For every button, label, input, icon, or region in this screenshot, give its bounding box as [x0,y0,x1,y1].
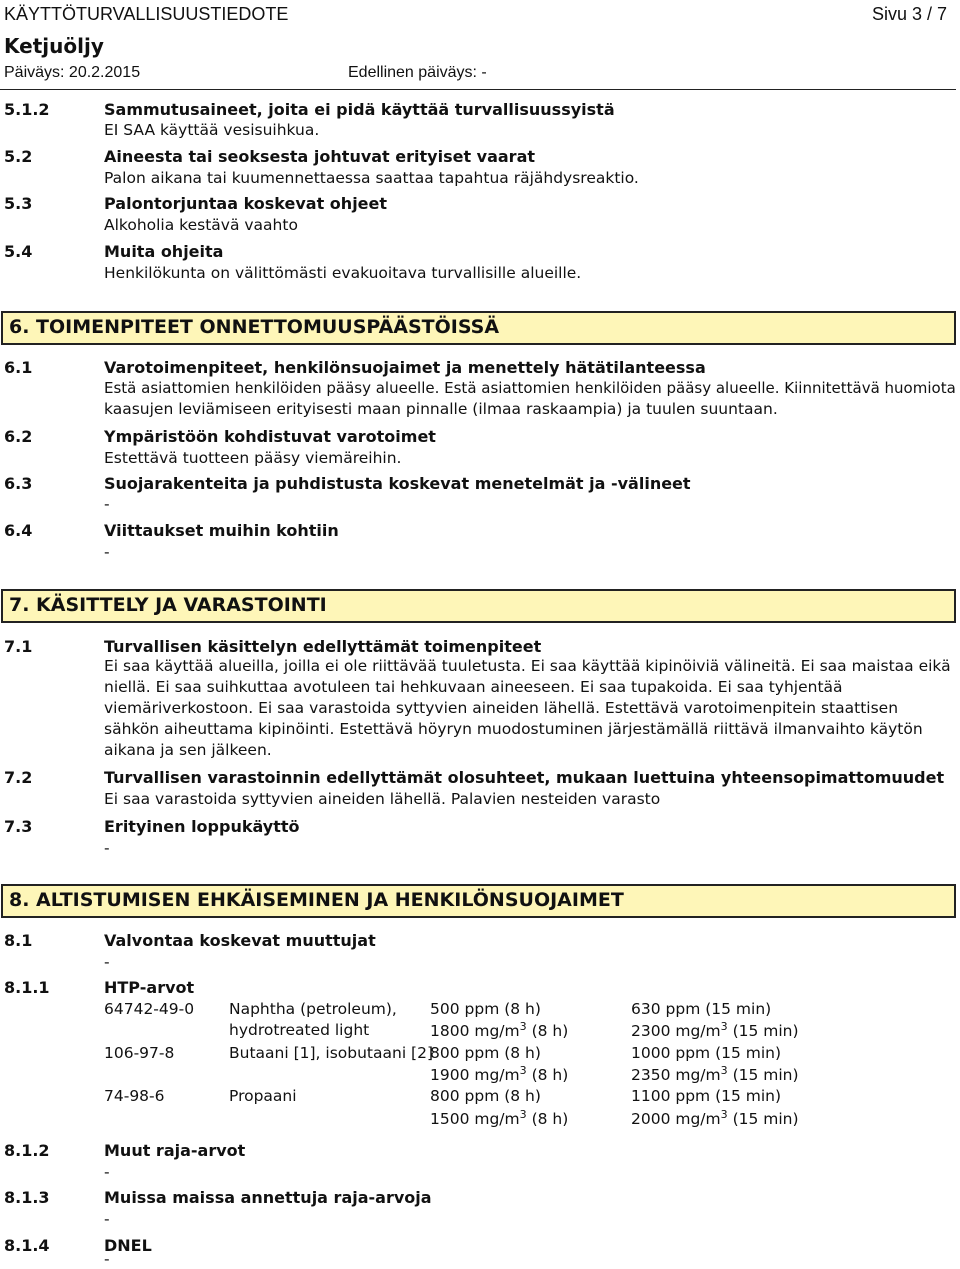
htp-8h-mg: 1900 $mg/m^3$ (8 h) [430,1064,569,1084]
issue-date: Päiväys: 20.2.2015 [4,64,141,81]
htp-substance: hydrotreated light [229,1021,370,1039]
htp-substance: Butaani [1], isobutaani [2] [229,1044,434,1062]
subsection-title: Erityinen loppukäyttö [104,817,300,836]
section-number: 5.4 [4,242,33,261]
htp-8h-ppm: 800 ppm (8 h) [430,1087,541,1105]
subsection-text: - [104,839,110,857]
subsection-title: Turvallisen varastoinnin edellyttämät olosuhteet, mukaan luettuina yhteensopimattomuudet [104,768,945,787]
document-title: KÄYTTÖTURVALLISUUSTIEDOTE [4,4,289,24]
htp-8h-ppm: 800 ppm (8 h) [430,1044,541,1062]
section-number: 8.1.3 [4,1188,50,1207]
subsection-text: - [104,495,110,513]
subsection-text: Estä asiattomien henkilöiden pääsy alueelle. Estä asiattomien henkilöiden pääsy alueelle. Kiinnitettävä huomiota [104,379,956,397]
subsection-title: Muut raja-arvot [104,1141,246,1160]
htp-8h-mg: 1800 $mg/m^3$ (8 h) [430,1020,569,1040]
subsection-title: Muissa maissa annettuja raja-arvoja [104,1188,432,1207]
htp-15min-ppm: 630 ppm (15 min) [631,1000,772,1018]
subsection-text: - [104,1250,110,1268]
section-number: 7.1 [4,637,33,656]
subsection-title: DNEL [104,1236,152,1255]
subsection-title: Aineesta tai seoksesta johtuvat erityiset vaarat [104,147,536,166]
subsection-title: Ympäristöön kohdistuvat varotoimet [104,427,436,446]
section-header-8: 8. ALTISTUMISEN EHKÄISEMINEN JA HENKILÖNSUOJAIMET [1,884,956,918]
htp-15min-ppm: 1000 ppm (15 min) [631,1044,782,1062]
subsection-title: Viittaukset muihin kohtiin [104,521,339,540]
section-number: 8.1.2 [4,1141,50,1160]
htp-substance: Propaani [229,1087,297,1105]
htp-15min-mg: 2350 $mg/m^3$ (15 min) [631,1064,799,1084]
section-number: 5.3 [4,194,33,213]
section-number: 5.1.2 [4,100,50,119]
section-number: 6.4 [4,521,33,540]
subsection-text: - [104,543,110,561]
section-number: 8.1.4 [4,1236,50,1255]
product-name: Ketjuöljy [4,34,104,58]
previous-date: Edellinen päiväys: - [348,64,487,81]
htp-cas: 74-98-6 [104,1087,165,1105]
subsection-text: Palon aikana tai kuumennettaessa saattaa tapahtua räjähdysreaktio. [104,169,639,187]
section-number: 8.1.1 [4,978,50,997]
subsection-title: Palontorjuntaa koskevat ohjeet [104,194,388,213]
htp-substance: Naphtha (petroleum), [229,1000,397,1018]
subsection-text: Henkilökunta on välittömästi evakuoitava turvallisille alueille. [104,264,582,282]
subsection-text: - [104,1210,110,1228]
htp-8h-mg: 1500 $mg/m^3$ (8 h) [430,1108,569,1128]
subsection-text: Alkoholia kestävä vaahto [104,216,298,234]
subsection-title: Sammutusaineet, joita ei pidä käyttää turvallisuussyistä [104,100,615,119]
subsection-text: Ei saa varastoida syttyvien aineiden lähellä. Palavien nesteiden varasto [104,790,661,808]
section-header-7: 7. KÄSITTELY JA VARASTOINTI [1,589,956,623]
subsection-text: kaasujen leviämiseen erityisesti maan pinnalle (ilmaa raskaampia) ja tuulen suuntaan. [104,400,778,418]
subsection-text: EI SAA käyttää vesisuihkua. [104,121,320,139]
section-number: 5.2 [4,147,33,166]
subsection-text: Estettävä tuotteen pääsy viemäreihin. [104,449,402,467]
subsection-title: HTP-arvot [104,978,195,997]
subsection-text: - [104,1163,110,1181]
section-number: 6.3 [4,474,33,493]
section-number: 7.2 [4,768,33,787]
section-number: 6.2 [4,427,33,446]
header-divider [0,89,956,90]
htp-cas: 106-97-8 [104,1044,175,1062]
section-header-6: 6. TOIMENPITEET ONNETTOMUUSPÄÄSTÖISSÄ [1,311,956,345]
section-number: 7.3 [4,817,33,836]
htp-15min-mg: 2000 $mg/m^3$ (15 min) [631,1108,799,1128]
page-number: Sivu 3 / 7 [872,4,948,24]
subsection-text: Ei saa käyttää alueilla, joilla ei ole riittävää tuuletusta. Ei saa käyttää kipinöiviä välineitä. Ei saa maistaa eikä niellä. Ei saa suihkuttaa avotuleen tai hehkuvaan aineeseen. Ei saa tupakoida. Ei saa tyhjentää viemäriverkostoon. Ei saa varastoida syttyvien aineiden lähellä. Estettävä varotoimenpitein staattisen sähkön aiheuttama kipinöinti. Estettävä höyryn muodostuminen järjestämällä riittävä ilmanvaihto käytön aikana ja sen jälkeen. [104,657,951,759]
subsection-title: Valvontaa koskevat muuttujat [104,931,376,950]
subsection-title: Suojarakenteita ja puhdistusta koskevat menetelmät ja -välineet [104,474,691,493]
section-number: 6.1 [4,358,33,377]
subsection-title: Varotoimenpiteet, henkilönsuojaimet ja menettely hätätilanteessa [104,358,706,377]
section-number: 8.1 [4,931,33,950]
htp-15min-ppm: 1100 ppm (15 min) [631,1087,782,1105]
subsection-text: - [104,953,110,971]
subsection-title: Turvallisen käsittelyn edellyttämät toimenpiteet [104,637,542,656]
htp-15min-mg: 2300 $mg/m^3$ (15 min) [631,1020,799,1040]
subsection-title: Muita ohjeita [104,242,224,261]
htp-8h-ppm: 500 ppm (8 h) [430,1000,541,1018]
htp-cas: 64742-49-0 [104,1000,195,1018]
